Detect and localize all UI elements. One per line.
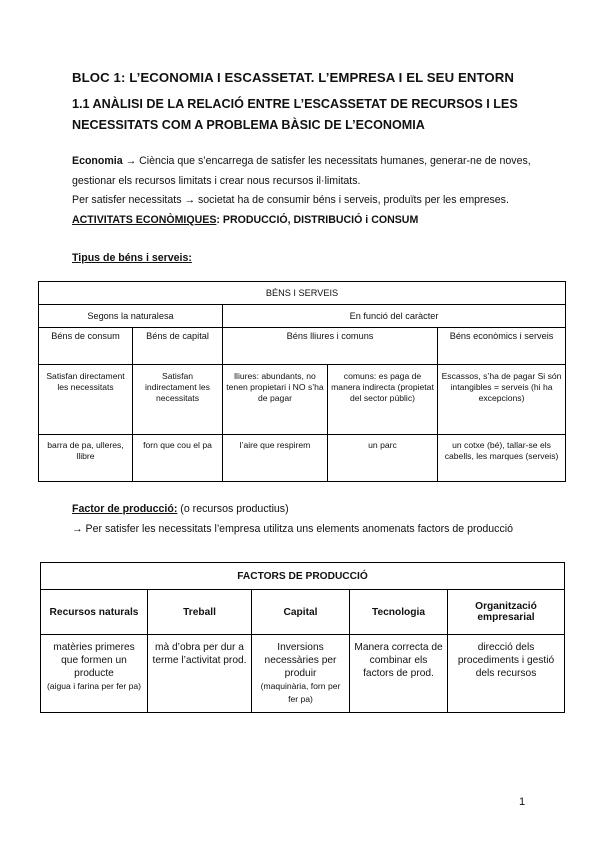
col-lliures-comuns: Béns lliures i comuns (223, 328, 438, 365)
col-consum: Béns de consum (39, 328, 133, 365)
header-capital: Capital (252, 590, 350, 635)
def-capital: Satisfan indirectament les necessitats (133, 365, 223, 435)
factor-section (72, 500, 532, 539)
group-character: En funció del caràcter (223, 305, 566, 328)
factors-table (40, 562, 565, 713)
ex-consum: barra de pa, ulleres, llibre (39, 435, 133, 482)
bloc-title: BLOC 1: L’ECONOMIA I ESCASSETAT. L’EMPRESA I EL SEU ENTORN (72, 70, 515, 85)
cell-tecnologia: Manera correcta de combinar els factors de prod. (350, 635, 448, 713)
activities-label: ACTIVITATS ECONÒMIQUES (72, 213, 217, 226)
economia-definition-text: → Ciència que s’encarrega de satisfer les necessitats humanes, generar-ne de noves, gestionar els recursos limitats i crear nous recursos il·limitats. (72, 155, 531, 187)
consumption-line: Per satisfer necessitats → societat ha de consumir béns i serveis, produïts per les empreses. (72, 194, 509, 206)
activities-list: PRODUCCIÓ, DISTRIBUCIÓ i CONSUM (219, 213, 419, 226)
page-number: 1 (519, 796, 526, 808)
cell-recursos-text: matèries primeres que formen un producte (53, 642, 135, 679)
cell-treball: mà d’obra per dur a terme l’activitat prod. (148, 635, 252, 713)
cell-organitzacio: direcció dels procediments i gestió dels recursos (448, 635, 565, 713)
col-economics: Béns econòmics i serveis (438, 328, 566, 365)
col-capital: Béns de capital (133, 328, 223, 365)
goods-table-title: BÉNS I SERVEIS (39, 282, 566, 305)
header-organitzacio: Organització empresarial (448, 590, 565, 635)
section-title: 1.1 ANÀLISI DE LA RELACIÓ ENTRE L’ESCASSETAT DE RECURSOS I LES NECESSITATS COM A PROBLEMA BÀSIC DE L’ECONOMIA (72, 97, 518, 132)
types-heading: Tipus de béns i serveis: (72, 252, 192, 264)
cell-capital-text: Inversions necessàries per produir (264, 642, 337, 679)
header-tecnologia: Tecnologia (350, 590, 448, 635)
ex-capital: forn que cou el pa (133, 435, 223, 482)
def-consum: Satisfan directament les necessitats (39, 365, 133, 435)
cell-recursos-note: (aigua i farina per fer pa) (46, 681, 142, 691)
header-treball: Treball (148, 590, 252, 635)
ex-lliures: l’aire que respirem (223, 435, 328, 482)
ex-comuns: un parc (328, 435, 438, 482)
ex-economics: un cotxe (bé), tallar-se els cabells, les marques (serveis) (438, 435, 566, 482)
factor-label: Factor de producció: (72, 503, 178, 515)
activities-colon: : (216, 213, 220, 226)
group-nature: Segons la naturalesa (39, 305, 223, 328)
factors-table-title: FACTORS DE PRODUCCIÓ (41, 563, 565, 590)
cell-capital-note: (maquinària, forn per fer pa) (260, 681, 341, 704)
economia-definition (72, 152, 532, 230)
factor-aside: (o recursos productius) (177, 503, 289, 515)
factor-line: → Per satisfer les necessitats l’empresa utilitza uns elements anomenats factors de producció (72, 522, 514, 535)
cell-recursos-naturals (41, 635, 148, 713)
goods-services-table (38, 281, 566, 482)
economia-term: Economia (72, 155, 123, 167)
def-lliures: lliures: abundants, no tenen propietari i NO s’ha de pagar (223, 365, 328, 435)
cell-capital (252, 635, 350, 713)
def-comuns: comuns: es paga de manera indirecta (propietat del sector públic) (328, 365, 438, 435)
def-economics: Escassos, s’ha de pagar Si són intangibles = serveis (hi ha excepcions) (438, 365, 566, 435)
header-recursos-naturals: Recursos naturals (41, 590, 148, 635)
